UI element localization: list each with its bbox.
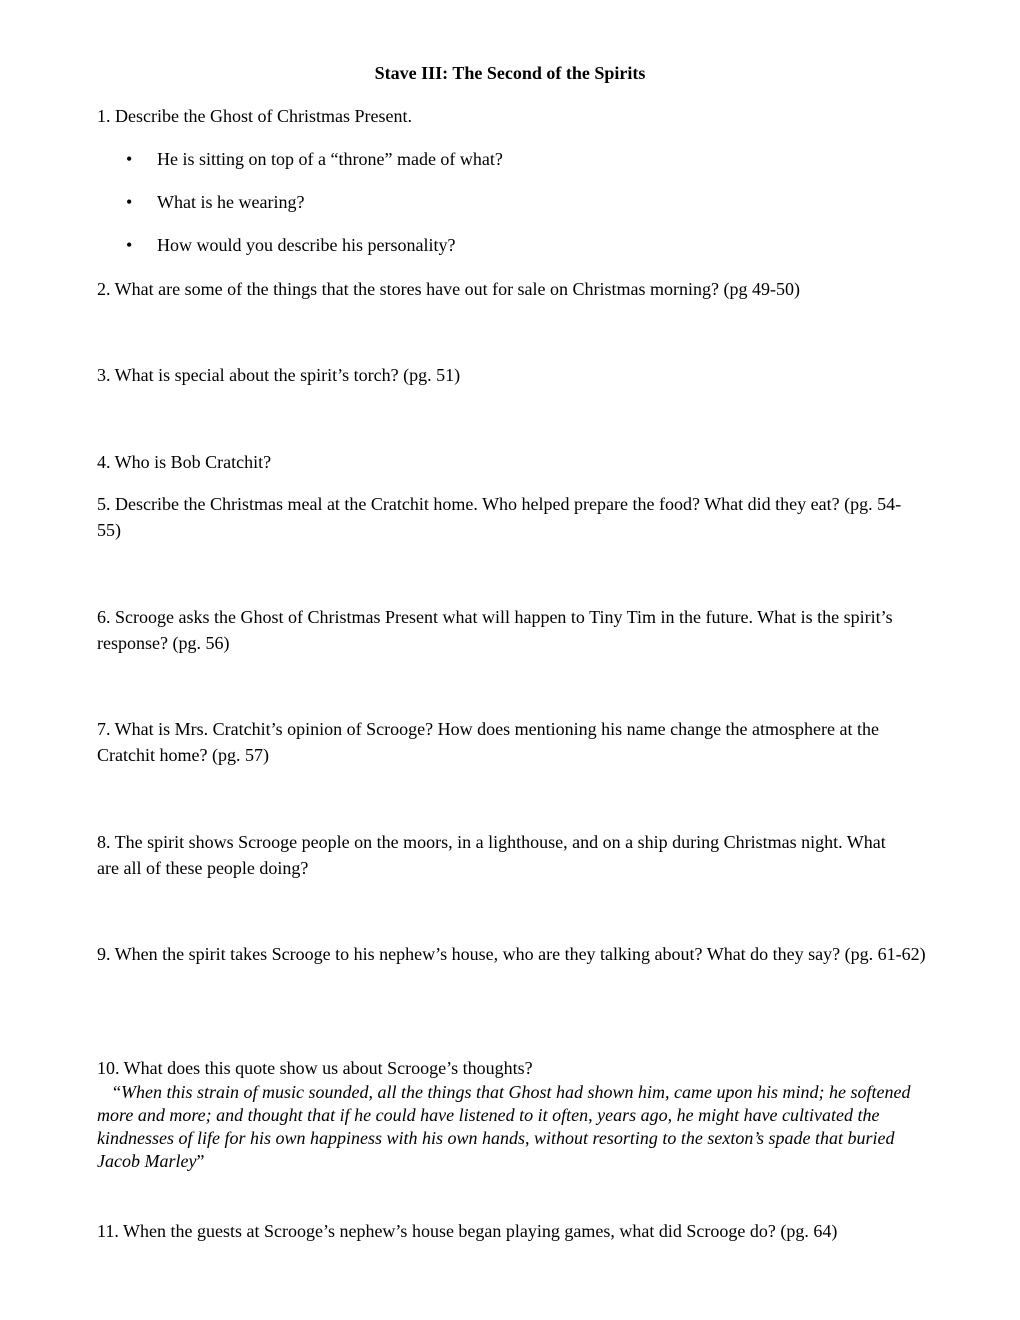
bullet-icon: • xyxy=(126,149,133,169)
close-quote-mark: ” xyxy=(196,1151,205,1171)
question-3: 3. What is special about the spirit’s torch? (pg. 51) xyxy=(97,365,461,385)
question-1: 1. Describe the Ghost of Christmas Present. xyxy=(97,106,412,126)
bullet-icon: • xyxy=(126,192,133,212)
open-quote-mark: “ xyxy=(113,1082,121,1102)
bullet-icon: • xyxy=(126,235,133,255)
question-4: 4. Who is Bob Cratchit? xyxy=(97,452,272,472)
question-1-bullet-2 xyxy=(126,190,304,214)
quote-text: When this strain of music sounded, all the things that Ghost had shown him, came upon his mind; he softened more and more; and thought that if he could have listened to it often, years ago, he might have cultivated the kindnesses of life for his own happiness with his own hands, without resorting to the sexton’s spade that buried Jacob Marley xyxy=(97,1082,911,1171)
bullet-text: He is sitting on top of a “throne” made of what? xyxy=(157,149,503,169)
question-5: 5. Describe the Christmas meal at the Cratchit home. Who helped prepare the food? What did they eat? (pg. 54-55) xyxy=(97,494,902,540)
question-10: 10. What does this quote show us about Scrooge’s thoughts? xyxy=(97,1058,533,1078)
question-1-bullet-1 xyxy=(126,147,503,171)
question-6: 6. Scrooge asks the Ghost of Christmas Present what will happen to Tiny Tim in the future. What is the spirit’s response? (pg. 56) xyxy=(97,607,893,653)
question-2: 2. What are some of the things that the stores have out for sale on Christmas morning? (pg 49-50) xyxy=(97,279,801,299)
question-11: 11. When the guests at Scrooge’s nephew’s house began playing games, what did Scrooge do? (pg. 64) xyxy=(97,1221,838,1241)
question-8: 8. The spirit shows Scrooge people on the moors, in a lighthouse, and on a ship during Christmas night. What are all of these people doing? xyxy=(97,832,886,878)
bullet-text: What is he wearing? xyxy=(157,192,305,212)
question-9: 9. When the spirit takes Scrooge to his nephew’s house, who are they talking about? What do they say? (pg. 61-62) xyxy=(97,944,926,964)
bullet-text: How would you describe his personality? xyxy=(157,235,456,255)
question-1-bullet-3 xyxy=(126,233,455,257)
page-title: Stave III: The Second of the Spirits xyxy=(374,63,646,83)
question-7: 7. What is Mrs. Cratchit’s opinion of Scrooge? How does mentioning his name change the atmosphere at the Cratchit home? (pg. 57) xyxy=(97,719,879,765)
question-10-quote xyxy=(97,1081,927,1173)
